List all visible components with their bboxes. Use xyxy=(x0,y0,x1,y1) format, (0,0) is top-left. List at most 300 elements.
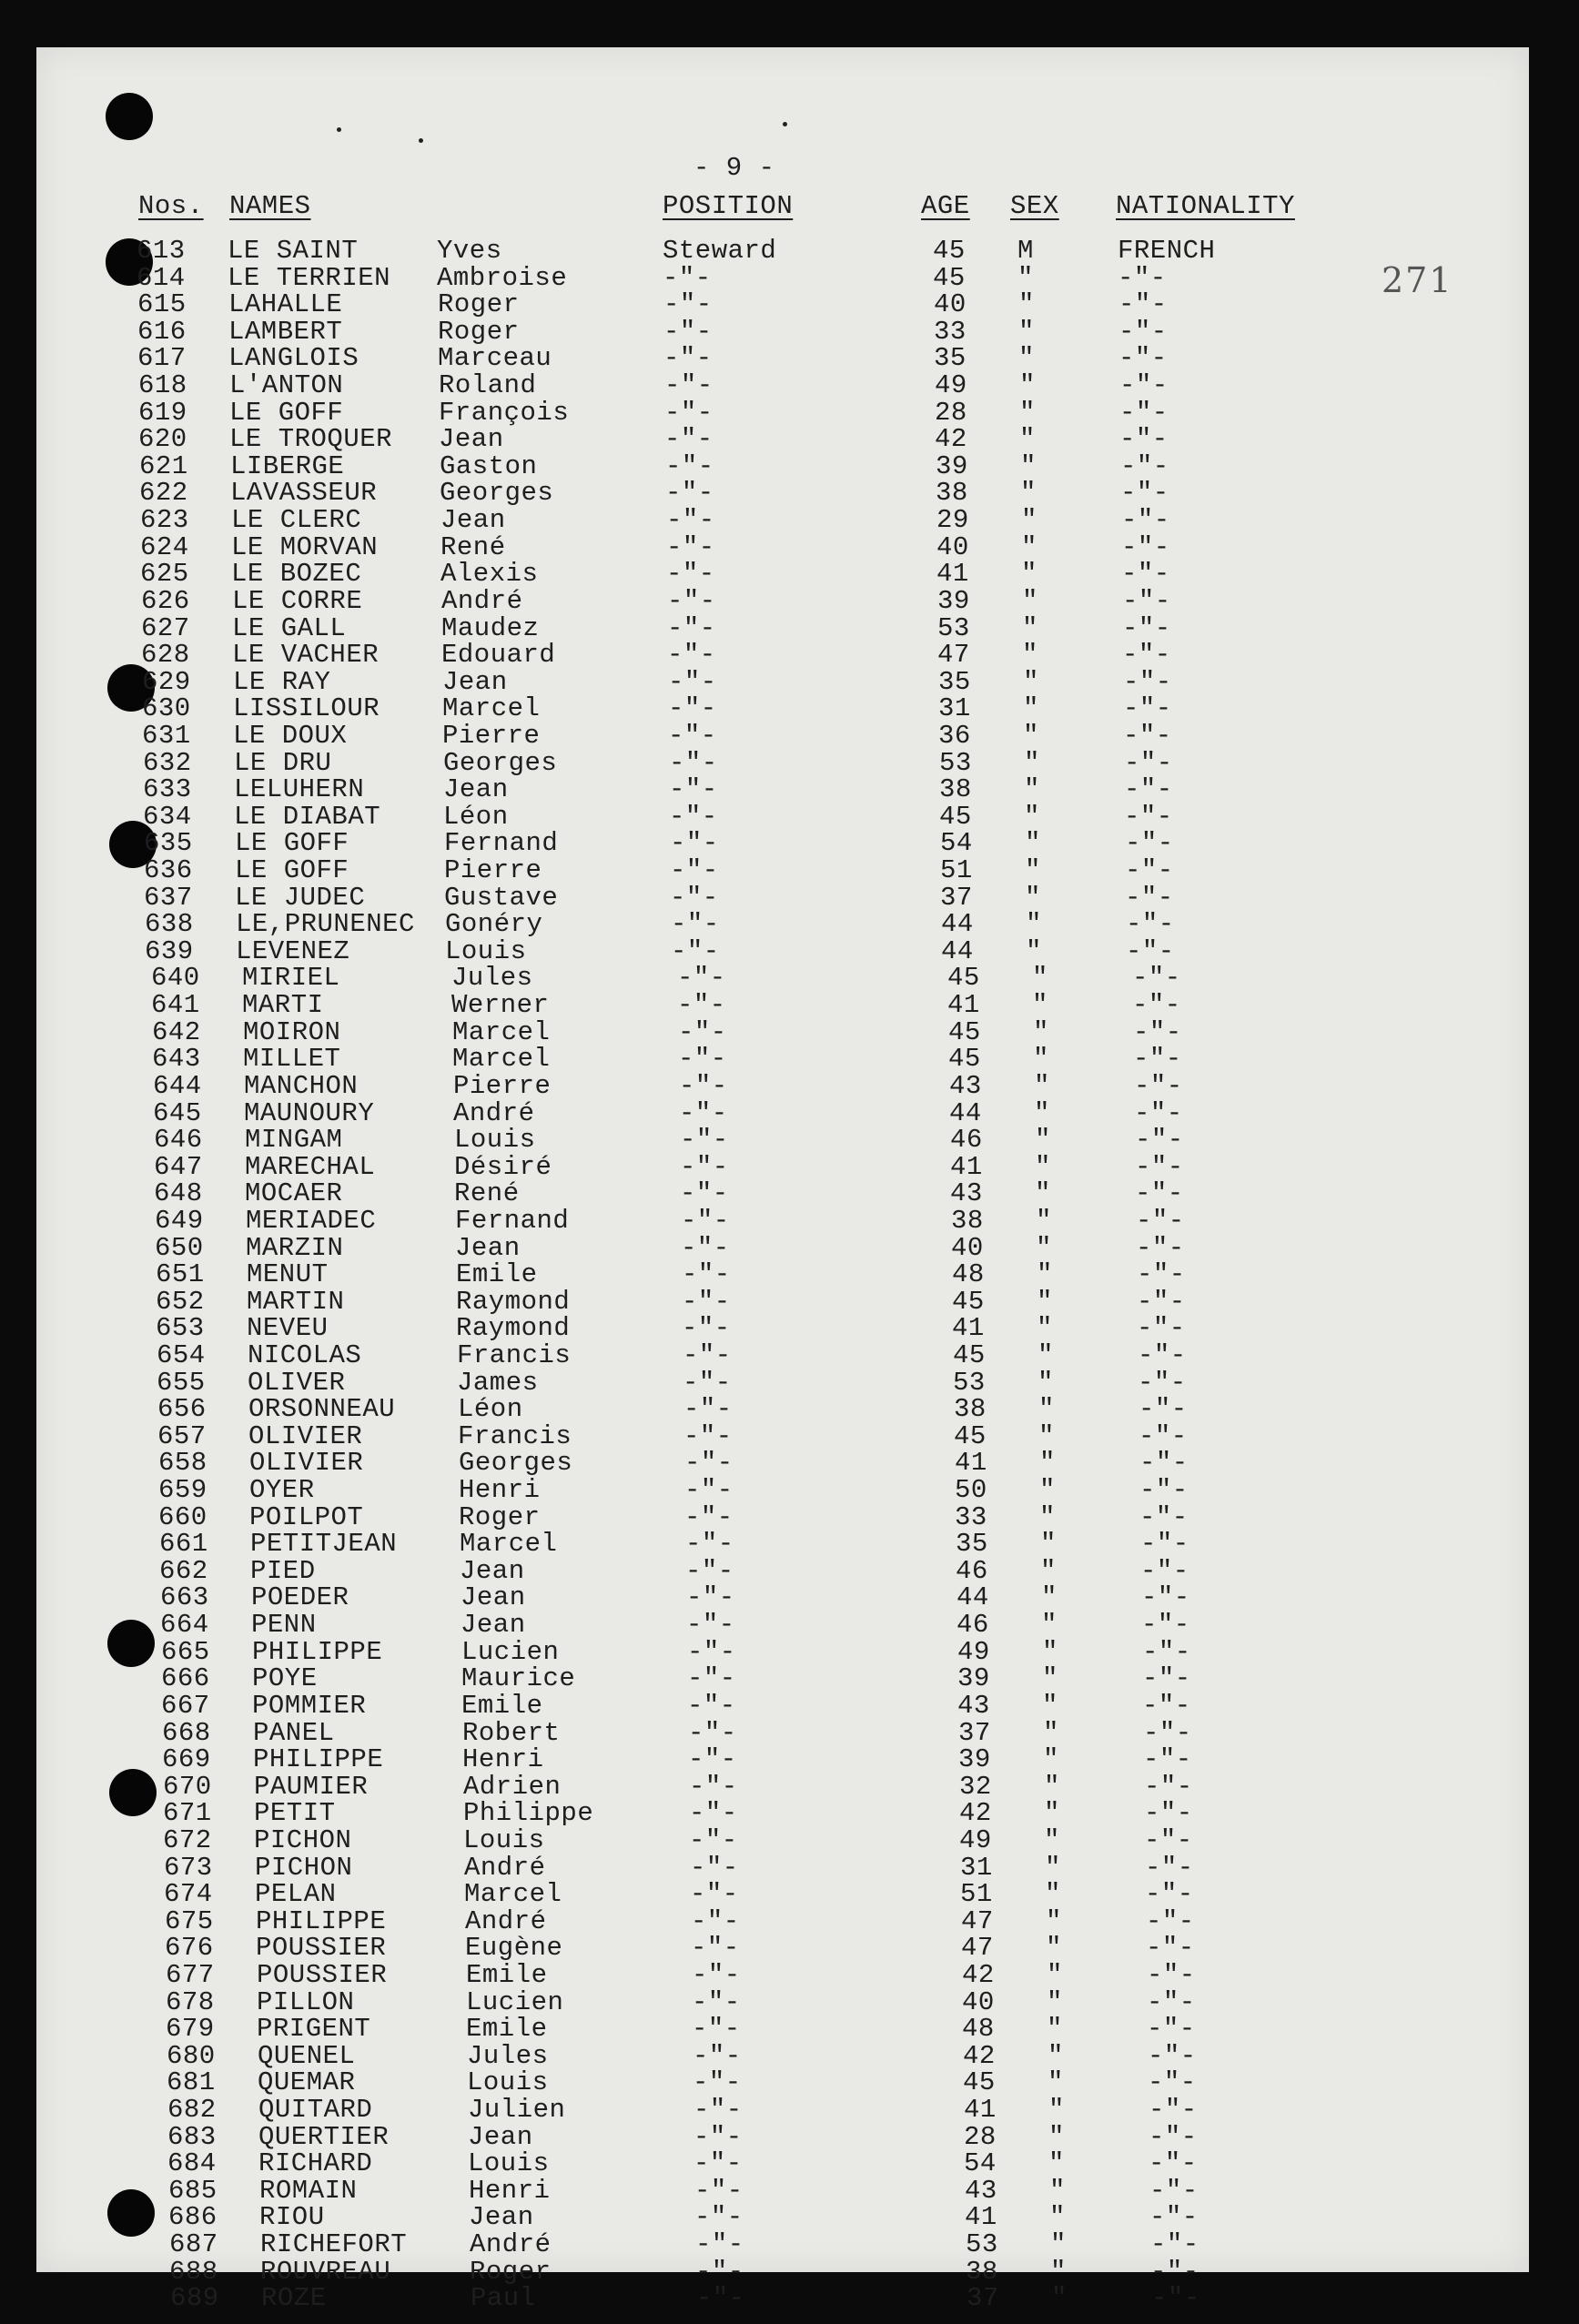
age-cell: 43 xyxy=(957,1690,990,1721)
nationality-cell: -"- xyxy=(1119,370,1169,401)
sex-cell: " xyxy=(1042,1663,1058,1694)
position-cell: -"- xyxy=(677,963,726,994)
surname-cell: MARTIN xyxy=(247,1286,345,1317)
nationality-cell: -"- xyxy=(1125,882,1174,913)
row-number-cell: 673 xyxy=(164,1852,213,1883)
age-cell: 40 xyxy=(951,1232,984,1263)
nationality-cell: -"- xyxy=(1120,478,1169,509)
surname-cell: QUERTIER xyxy=(258,2121,390,2152)
row-number-cell: 645 xyxy=(153,1097,202,1128)
table-row xyxy=(36,2069,1529,2097)
surname-cell: POUSSIER xyxy=(257,1960,388,1990)
table-row xyxy=(36,1070,1529,1101)
given-name-cell: Lucien xyxy=(461,1636,560,1667)
surname-cell: OYER xyxy=(249,1475,315,1506)
table-row xyxy=(36,1824,1529,1855)
row-number-cell: 622 xyxy=(139,478,188,509)
table-row xyxy=(36,2040,1529,2071)
surname-cell: LE RAY xyxy=(233,666,331,697)
row-number-cell: 613 xyxy=(137,236,186,266)
row-number-cell: 674 xyxy=(164,1879,213,1910)
sex-cell: " xyxy=(1033,1044,1049,1075)
age-cell: 40 xyxy=(934,289,967,320)
given-name-cell: André xyxy=(464,1852,546,1883)
position-cell: -"- xyxy=(692,2014,741,2045)
surname-cell: LE GOFF xyxy=(229,397,344,428)
position-cell: -"- xyxy=(671,935,720,966)
header-position: POSITION xyxy=(663,191,794,221)
nationality-cell: -"- xyxy=(1118,343,1168,374)
age-cell: 39 xyxy=(958,1744,991,1775)
nationality-cell: -"- xyxy=(1144,1771,1193,1802)
sex-cell: " xyxy=(1026,935,1042,966)
row-number-cell: 635 xyxy=(144,828,193,859)
given-name-cell: Roger xyxy=(438,316,520,347)
surname-cell: POMMIER xyxy=(252,1690,367,1721)
position-cell: -"- xyxy=(689,1798,738,1829)
age-cell: 38 xyxy=(951,1205,984,1236)
given-name-cell: Georges xyxy=(443,747,558,778)
given-name-cell: Jean xyxy=(443,774,509,805)
punch-hole xyxy=(106,93,153,140)
sex-cell: " xyxy=(1025,828,1041,859)
nationality-cell: -"- xyxy=(1142,1690,1191,1721)
position-cell: -"- xyxy=(695,2229,744,2260)
nationality-cell: -"- xyxy=(1149,2202,1199,2233)
surname-cell: LAMBERT xyxy=(228,316,343,347)
given-name-cell: Edouard xyxy=(441,640,556,671)
age-cell: 41 xyxy=(950,1151,983,1182)
position-cell: -"- xyxy=(682,1313,731,1344)
position-cell: -"- xyxy=(683,1339,732,1370)
position-cell: -"- xyxy=(688,1717,737,1748)
age-cell: 43 xyxy=(949,1070,982,1101)
surname-cell: LE GALL xyxy=(232,612,347,643)
sex-cell: " xyxy=(1047,1960,1063,1990)
row-number-cell: 641 xyxy=(151,990,200,1021)
row-number-cell: 686 xyxy=(168,2202,218,2233)
sex-cell: " xyxy=(1034,1070,1050,1101)
position-cell: -"- xyxy=(664,424,714,455)
nationality-cell: -"- xyxy=(1118,262,1167,293)
row-number-cell: 680 xyxy=(167,2040,216,2071)
nationality-cell: -"- xyxy=(1145,1879,1194,1910)
position-cell: -"- xyxy=(693,2148,743,2179)
surname-cell: LE GOFF xyxy=(235,855,349,886)
table-row xyxy=(36,1127,1529,1154)
nationality-cell: -"- xyxy=(1122,612,1171,643)
row-number-cell: 661 xyxy=(159,1529,208,1560)
nationality-cell: -"- xyxy=(1137,1259,1186,1290)
surname-cell: LE JUDEC xyxy=(235,882,366,913)
position-cell: -"- xyxy=(689,1771,738,1802)
age-cell: 45 xyxy=(933,236,966,266)
surname-cell: PETIT xyxy=(254,1798,336,1829)
age-cell: 41 xyxy=(936,559,969,590)
row-number-cell: 625 xyxy=(140,559,189,590)
age-cell: 48 xyxy=(962,2014,995,2045)
row-number-cell: 627 xyxy=(141,612,190,643)
position-cell: -"- xyxy=(692,1960,741,1990)
nationality-cell: -"- xyxy=(1119,424,1169,455)
sex-cell: " xyxy=(1034,1097,1050,1128)
header-names: NAMES xyxy=(229,191,311,221)
position-cell: -"- xyxy=(664,370,714,401)
table-row xyxy=(36,1881,1529,1908)
nationality-cell: -"- xyxy=(1142,1663,1191,1694)
row-number-cell: 684 xyxy=(167,2148,217,2179)
nationality-cell: -"- xyxy=(1149,2095,1198,2126)
age-cell: 47 xyxy=(961,1933,994,1964)
nationality-cell: -"- xyxy=(1144,1824,1193,1855)
given-name-cell: Emile xyxy=(461,1690,543,1721)
surname-cell: POEDER xyxy=(251,1582,349,1613)
row-number-cell: 687 xyxy=(169,2229,218,2260)
position-cell: Steward xyxy=(663,236,777,266)
surname-cell: LE,PRUNENEC xyxy=(236,909,415,940)
given-name-cell: Yves xyxy=(437,236,502,266)
surname-cell: LE CORRE xyxy=(232,585,363,616)
age-cell: 46 xyxy=(957,1610,989,1641)
row-number-cell: 628 xyxy=(141,640,190,671)
sex-cell: " xyxy=(1018,289,1035,320)
sex-cell: " xyxy=(1024,801,1040,832)
given-name-cell: Louis xyxy=(445,935,527,966)
row-number-cell: 656 xyxy=(157,1394,207,1425)
position-cell: -"- xyxy=(686,1610,735,1641)
nationality-cell: -"- xyxy=(1122,640,1171,671)
position-cell: -"- xyxy=(668,693,717,724)
row-number-cell: 651 xyxy=(156,1259,205,1290)
nationality-cell: -"- xyxy=(1147,1960,1196,1990)
row-number-cell: 682 xyxy=(167,2095,217,2126)
surname-cell: NEVEU xyxy=(247,1313,329,1344)
table-row xyxy=(36,1501,1529,1532)
given-name-cell: Marcel xyxy=(452,1016,551,1047)
row-number-cell: 644 xyxy=(153,1070,202,1101)
table-row xyxy=(36,2231,1529,2258)
age-cell: 49 xyxy=(957,1636,990,1667)
surname-cell: LE VACHER xyxy=(232,640,380,671)
position-cell: -"- xyxy=(693,2067,742,2098)
nationality-cell: -"- xyxy=(1136,1205,1185,1236)
row-number-cell: 620 xyxy=(138,424,187,455)
age-cell: 35 xyxy=(938,666,971,697)
sex-cell: " xyxy=(1044,1771,1060,1802)
row-number-cell: 636 xyxy=(144,855,193,886)
sex-cell: " xyxy=(1042,1690,1058,1721)
table-row xyxy=(36,1207,1529,1235)
table-row xyxy=(36,1665,1529,1692)
surname-cell: MARTI xyxy=(242,990,324,1021)
row-number-cell: 669 xyxy=(162,1744,211,1775)
given-name-cell: Robert xyxy=(462,1717,561,1748)
row-number-cell: 621 xyxy=(139,450,188,481)
nationality-cell: -"- xyxy=(1125,855,1174,886)
age-cell: 41 xyxy=(964,2095,997,2126)
row-number-cell: 666 xyxy=(161,1663,210,1694)
row-number-cell: 640 xyxy=(151,963,200,994)
nationality-cell: -"- xyxy=(1132,990,1181,1021)
row-number-cell: 648 xyxy=(154,1178,203,1209)
sex-cell: " xyxy=(1020,478,1037,509)
row-number-cell: 671 xyxy=(163,1798,212,1829)
given-name-cell: Henri xyxy=(459,1475,541,1506)
given-name-cell: Alexis xyxy=(440,559,539,590)
age-cell: 47 xyxy=(937,640,970,671)
surname-cell: ROUVREAU xyxy=(260,2256,391,2287)
age-cell: 41 xyxy=(947,990,980,1021)
age-cell: 37 xyxy=(958,1717,991,1748)
position-cell: -"- xyxy=(668,666,717,697)
given-name-cell: Marceau xyxy=(438,343,552,374)
age-cell: 42 xyxy=(963,2040,996,2071)
surname-cell: POILPOT xyxy=(249,1501,364,1532)
surname-cell: PELAN xyxy=(255,1879,337,1910)
sex-cell: " xyxy=(1039,1475,1056,1506)
sex-cell: " xyxy=(1022,585,1038,616)
sex-cell: " xyxy=(1037,1339,1054,1370)
table-row xyxy=(36,1773,1529,1801)
age-cell: 44 xyxy=(941,909,974,940)
table-row xyxy=(36,1420,1529,1451)
position-cell: -"- xyxy=(686,1582,735,1613)
sex-cell: " xyxy=(1036,1232,1052,1263)
sex-cell: " xyxy=(1041,1610,1058,1641)
row-number-cell: 632 xyxy=(143,747,192,778)
table-row xyxy=(36,1450,1529,1477)
surname-cell: PENN xyxy=(251,1610,317,1641)
age-cell: 41 xyxy=(952,1313,985,1344)
position-cell: -"- xyxy=(695,2256,744,2287)
table-row xyxy=(36,2177,1529,2205)
table-row xyxy=(36,585,1529,616)
table-row xyxy=(36,1636,1529,1667)
given-name-cell: Jean xyxy=(455,1232,521,1263)
sex-cell: " xyxy=(1018,316,1035,347)
table-row xyxy=(36,291,1529,318)
table-row xyxy=(36,372,1529,399)
table-row xyxy=(36,1477,1529,1504)
position-cell: -"- xyxy=(688,1744,737,1775)
header-nationality: NATIONALITY xyxy=(1116,191,1295,221)
position-cell: -"- xyxy=(685,1529,734,1560)
nationality-cell: -"- xyxy=(1133,1044,1182,1075)
age-cell: 49 xyxy=(959,1824,992,1855)
age-cell: 45 xyxy=(939,801,972,832)
position-cell: -"- xyxy=(679,1070,728,1101)
position-cell: -"- xyxy=(666,559,715,590)
surname-cell: MANCHON xyxy=(244,1070,359,1101)
surname-cell: LISSILOUR xyxy=(233,693,380,724)
speck xyxy=(337,127,341,132)
nationality-cell: -"- xyxy=(1136,1232,1185,1263)
nationality-cell: -"- xyxy=(1118,316,1168,347)
given-name-cell: Adrien xyxy=(463,1771,562,1802)
given-name-cell: Jean xyxy=(439,424,504,455)
position-cell: -"- xyxy=(670,882,719,913)
table-row xyxy=(36,1261,1529,1288)
position-cell: -"- xyxy=(665,478,714,509)
table-row xyxy=(36,1339,1529,1370)
age-cell: 35 xyxy=(934,343,967,374)
table-row xyxy=(36,1612,1529,1639)
nationality-cell: -"- xyxy=(1140,1529,1189,1560)
age-cell: 36 xyxy=(938,720,971,751)
sex-cell: " xyxy=(1032,963,1048,994)
row-number-cell: 626 xyxy=(141,585,190,616)
row-number-cell: 663 xyxy=(160,1582,209,1613)
age-cell: 40 xyxy=(936,531,969,562)
nationality-cell: -"- xyxy=(1143,1744,1192,1775)
position-cell: -"- xyxy=(678,1016,727,1047)
table-row xyxy=(36,1986,1529,2017)
position-cell: -"- xyxy=(666,505,715,536)
position-cell: -"- xyxy=(690,1852,739,1883)
nationality-cell: -"- xyxy=(1121,531,1170,562)
given-name-cell: Gustave xyxy=(444,882,559,913)
nationality-cell: -"- xyxy=(1139,1501,1189,1532)
table-row xyxy=(36,2258,1529,2286)
nationality-cell: -"- xyxy=(1141,1610,1190,1641)
row-number-cell: 643 xyxy=(152,1044,201,1075)
row-number-cell: 681 xyxy=(167,2067,216,2098)
sex-cell: " xyxy=(1024,774,1040,805)
surname-cell: MENUT xyxy=(247,1259,329,1290)
given-name-cell: Fernand xyxy=(455,1205,570,1236)
table-row xyxy=(36,747,1529,778)
row-number-cell: 659 xyxy=(158,1475,207,1506)
age-cell: 40 xyxy=(962,1986,995,2017)
table-row xyxy=(36,399,1529,427)
table-row xyxy=(36,1905,1529,1936)
row-number-cell: 660 xyxy=(158,1501,207,1532)
given-name-cell: Jean xyxy=(469,2202,534,2233)
given-name-cell: James xyxy=(457,1367,539,1398)
surname-cell: RICHEFORT xyxy=(260,2229,408,2260)
age-cell: 33 xyxy=(934,316,967,347)
table-row xyxy=(36,1800,1529,1827)
given-name-cell: Philippe xyxy=(463,1798,594,1829)
age-cell: 31 xyxy=(938,693,971,724)
surname-cell: PHILIPPE xyxy=(256,1905,387,1936)
position-cell: -"- xyxy=(664,397,714,428)
header-age: AGE xyxy=(921,191,970,221)
age-cell: 33 xyxy=(955,1501,987,1532)
sex-cell: " xyxy=(1039,1448,1056,1479)
row-number-cell: 639 xyxy=(145,935,194,966)
table-row xyxy=(36,803,1529,831)
age-cell: 32 xyxy=(959,1771,992,1802)
sex-cell: " xyxy=(1021,559,1037,590)
age-cell: 53 xyxy=(937,612,970,643)
age-cell: 43 xyxy=(965,2175,997,2206)
row-number-cell: 667 xyxy=(161,1690,210,1721)
position-cell: -"- xyxy=(689,1824,738,1855)
age-cell: 35 xyxy=(956,1529,988,1560)
given-name-cell: Jean xyxy=(442,666,508,697)
row-number-cell: 646 xyxy=(154,1125,203,1156)
table-row xyxy=(36,642,1529,669)
sex-cell: " xyxy=(1035,1125,1051,1156)
position-cell: -"- xyxy=(678,1044,727,1075)
age-cell: 39 xyxy=(957,1663,990,1694)
table-row xyxy=(36,1288,1529,1316)
position-cell: -"- xyxy=(682,1286,731,1317)
given-name-cell: Léon xyxy=(458,1394,523,1425)
table-row xyxy=(36,426,1529,453)
sex-cell: " xyxy=(1043,1744,1059,1775)
given-name-cell: Jean xyxy=(461,1582,526,1613)
nationality-cell: -"- xyxy=(1138,1339,1187,1370)
sex-cell: " xyxy=(1044,1824,1060,1855)
row-number-cell: 615 xyxy=(137,289,187,320)
table-row xyxy=(36,1935,1529,1962)
given-name-cell: Roger xyxy=(470,2256,552,2287)
age-cell: 44 xyxy=(941,935,974,966)
surname-cell: MILLET xyxy=(243,1044,341,1075)
nationality-cell: -"- xyxy=(1135,1151,1184,1182)
table-row xyxy=(36,262,1529,293)
given-name-cell: Pierre xyxy=(444,855,542,886)
table-row xyxy=(36,1046,1529,1073)
sex-cell: " xyxy=(1043,1717,1059,1748)
surname-cell: LAVASSEUR xyxy=(230,478,378,509)
age-cell: 45 xyxy=(953,1339,986,1370)
table-row xyxy=(36,1962,1529,1989)
row-number-cell: 638 xyxy=(145,909,194,940)
age-cell: 54 xyxy=(964,2148,997,2179)
age-cell: 39 xyxy=(936,450,968,481)
nationality-cell: -"- xyxy=(1140,1555,1189,1586)
surname-cell: ROMAIN xyxy=(259,2175,358,2206)
nationality-cell: -"- xyxy=(1121,559,1170,590)
sex-cell: " xyxy=(1045,1879,1061,1910)
row-number-cell: 647 xyxy=(154,1151,203,1182)
row-number-cell: 689 xyxy=(170,2283,219,2314)
nationality-cell: -"- xyxy=(1147,1986,1196,2017)
surname-cell: LE MORVAN xyxy=(231,531,379,562)
table-row xyxy=(36,345,1529,372)
given-name-cell: Henri xyxy=(462,1744,544,1775)
position-cell: -"- xyxy=(665,450,714,481)
nationality-cell: -"- xyxy=(1126,909,1175,940)
given-name-cell: Francis xyxy=(458,1420,572,1451)
row-number-cell: 618 xyxy=(138,370,187,401)
given-name-cell: Louis xyxy=(463,1824,545,1855)
sex-cell: " xyxy=(1046,1933,1062,1964)
surname-cell: PETITJEAN xyxy=(250,1529,398,1560)
surname-cell: PILLON xyxy=(257,1986,355,2017)
sex-cell: M xyxy=(1017,236,1034,266)
row-number-cell: 623 xyxy=(140,505,189,536)
surname-cell: LANGLOIS xyxy=(228,343,359,374)
nationality-cell: -"- xyxy=(1137,1313,1186,1344)
nationality-cell: -"- xyxy=(1151,2283,1200,2314)
surname-cell: OLIVER xyxy=(248,1367,346,1398)
surname-cell: LAHALLE xyxy=(228,289,343,320)
row-number-cell: 652 xyxy=(156,1286,205,1317)
given-name-cell: Marcel xyxy=(460,1529,558,1560)
table-row xyxy=(36,1717,1529,1748)
age-cell: 47 xyxy=(961,1905,994,1936)
position-cell: -"- xyxy=(663,343,713,374)
nationality-cell: -"- xyxy=(1149,2121,1198,2152)
sex-cell: " xyxy=(1048,2095,1065,2126)
table-row xyxy=(36,2016,1529,2043)
surname-cell: MARECHAL xyxy=(245,1151,376,1182)
sex-cell: " xyxy=(1032,990,1048,1021)
